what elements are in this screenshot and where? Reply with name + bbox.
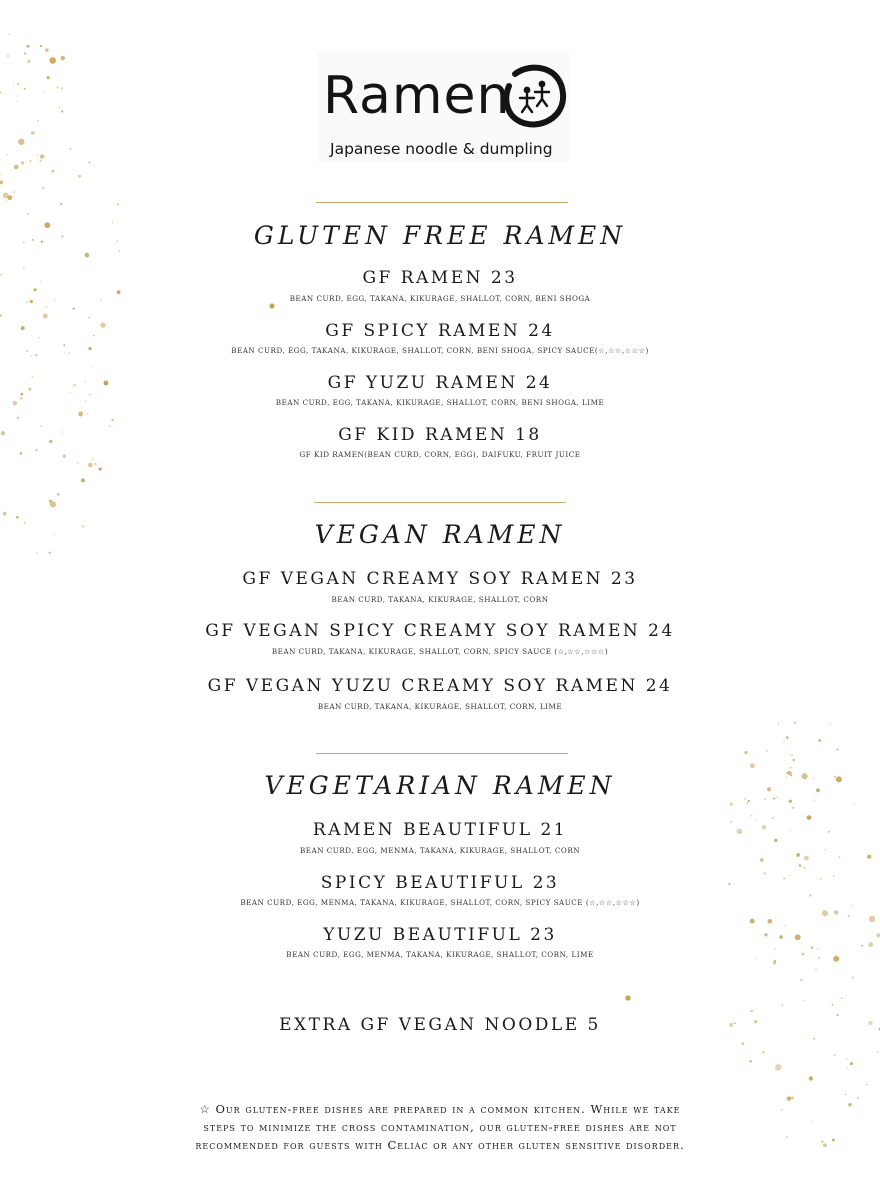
- gold-speckle: [787, 1096, 791, 1100]
- gold-speckle: [750, 763, 755, 768]
- menu-item-description: BEAN CURD, EGG, MENMA, TAKANA, KIKURAGE, SHALLOT, CORN, SPICY SAUCE (☆,☆☆,☆☆☆): [240, 898, 640, 907]
- gold-speckle: [37, 120, 39, 122]
- gold-speckle: [0, 315, 2, 317]
- gold-speckle: [813, 1038, 815, 1040]
- gold-speckle: [3, 512, 7, 516]
- gold-speckle: [27, 213, 29, 215]
- gold-speckle: [848, 1103, 852, 1107]
- gold-speckle: [24, 88, 26, 90]
- gold-speckle: [749, 1060, 752, 1063]
- section-divider: [314, 502, 566, 503]
- gold-speckle: [781, 1004, 783, 1006]
- gold-speckle: [78, 412, 83, 417]
- gold-speckle: [47, 76, 50, 79]
- gold-speckle: [50, 501, 56, 507]
- gold-speckle: [821, 1141, 823, 1143]
- gold-speckle: [768, 919, 773, 924]
- gold-speckle: [818, 739, 821, 742]
- gold-speckle: [747, 802, 748, 803]
- gold-speckle: [52, 170, 55, 173]
- gold-speckle: [49, 552, 51, 554]
- gold-speckle: [832, 1004, 834, 1006]
- gold-speckle: [850, 1062, 853, 1065]
- gold-speckle: [9, 34, 10, 35]
- gold-speckle: [99, 468, 102, 471]
- gold-speckle: [61, 87, 63, 89]
- gold-speckle: [848, 915, 850, 917]
- menu-item-description: BEAN CURD, TAKANA, KIKURAGE, SHALLOT, CORN, SPICY SAUCE (☆,☆☆,☆☆☆): [271, 647, 609, 656]
- gold-speckle: [78, 175, 81, 178]
- gold-speckle: [766, 750, 767, 751]
- gold-speckle: [61, 110, 63, 112]
- gold-speckle: [804, 867, 806, 869]
- gold-speckle: [800, 979, 802, 981]
- gold-speckle: [625, 995, 630, 1000]
- gold-speckle: [790, 767, 792, 769]
- gold-speckle: [792, 807, 794, 809]
- gold-speckle: [40, 160, 42, 162]
- gold-speckle: [17, 417, 19, 419]
- section-divider: [316, 202, 568, 203]
- gold-speckle: [57, 493, 60, 496]
- gold-speckle: [27, 45, 30, 48]
- menu-item-name: GF VEGAN CREAMY SOY RAMEN 23: [242, 569, 638, 589]
- gold-speckle: [837, 748, 839, 750]
- gold-speckle: [89, 394, 90, 395]
- gold-speckle: [744, 751, 747, 754]
- gold-speckle: [24, 52, 26, 54]
- gold-speckle: [36, 552, 37, 553]
- gold-speckle: [94, 462, 97, 465]
- gold-speckle: [21, 161, 24, 164]
- gold-speckle: [847, 1067, 848, 1068]
- gold-speckle: [13, 191, 15, 193]
- extra-noodle-item: EXTRA GF VEGAN NOODLE 5: [279, 1015, 601, 1035]
- gold-speckle: [791, 1096, 794, 1099]
- gold-speckle: [877, 1051, 879, 1053]
- gold-speckle: [811, 1121, 812, 1122]
- gold-speckle: [7, 195, 12, 200]
- menu-item-description: BEAN CURD, TAKANA, KIKURAGE, SHALLOT, CORN, LIME: [317, 702, 563, 711]
- gold-speckle: [6, 154, 7, 155]
- gold-speckle: [775, 1064, 781, 1070]
- restaurant-logo: [317, 52, 569, 162]
- gold-speckle: [832, 1139, 835, 1142]
- menu-item-name: SPICY BEAUTIFUL 23: [320, 873, 560, 893]
- gold-speckle: [866, 1084, 868, 1086]
- gold-speckle: [42, 187, 44, 189]
- logo-wordmark: Ramen: [323, 66, 511, 126]
- menu-item-description: BEAN CURD, EGG, MENMA, TAKANA, KIKURAGE, SHALLOT, CORN, LIME: [286, 950, 594, 959]
- gold-speckle: [823, 1143, 827, 1147]
- gold-speckle: [70, 148, 72, 150]
- gold-speckle: [750, 1010, 752, 1012]
- gold-speckle: [43, 313, 48, 318]
- gold-speckle: [793, 759, 795, 761]
- logo-tagline: Japanese noodle & dumpling: [330, 140, 553, 158]
- gold-speckle: [794, 721, 796, 723]
- gold-speckle: [773, 961, 776, 964]
- gold-speckle: [751, 815, 752, 816]
- gold-speckle: [16, 101, 17, 102]
- menu-item-description: BEAN CURD, EGG, TAKANA, KIKURAGE, SHALLOT, CORN, BENI SHOGA, LIME: [275, 398, 605, 407]
- gold-speckle: [77, 462, 79, 464]
- gold-speckle: [869, 916, 876, 923]
- gold-speckle: [809, 1076, 813, 1080]
- gold-speckle: [91, 366, 92, 367]
- gold-speckle: [0, 92, 1, 93]
- disclaimer-line: steps to minimize the cross contamination, our gluten-free dishes are not: [203, 1120, 677, 1134]
- gold-speckle: [61, 56, 65, 60]
- gold-speckle: [786, 736, 789, 739]
- gold-speckle: [778, 723, 779, 724]
- gold-speckle: [760, 858, 764, 862]
- gold-speckle: [0, 180, 3, 184]
- gold-speckle: [742, 1042, 745, 1045]
- gold-speckle: [89, 161, 91, 163]
- gold-speckle: [59, 107, 60, 108]
- gold-speckle: [43, 91, 44, 92]
- menu-item-name: GF VEGAN SPICY CREAMY SOY RAMEN 24: [205, 621, 675, 641]
- menu-item-name: YUZU BEAUTIFUL 23: [323, 925, 557, 945]
- gold-speckle: [752, 1010, 753, 1011]
- gold-speckle: [14, 165, 19, 170]
- menu-item-name: GF RAMEN 23: [362, 268, 518, 288]
- gluten-disclaimer: [100, 1100, 780, 1154]
- gold-speckle: [60, 203, 62, 205]
- gold-speckle: [762, 1051, 764, 1053]
- disclaimer-line: ☆ Our gluten-free dishes are prepared in a common kitchen. While we take: [199, 1102, 681, 1116]
- gold-speckle: [750, 919, 755, 924]
- gold-speckle: [791, 754, 793, 756]
- gold-speckle: [830, 723, 831, 724]
- gold-speckle: [833, 1054, 835, 1056]
- gold-speckle: [17, 83, 19, 85]
- gold-speckle: [822, 910, 828, 916]
- disclaimer-line: recommended for guests with Celiac or any other gluten sensitive disorder.: [195, 1138, 685, 1152]
- gold-speckle: [111, 419, 113, 421]
- gold-speckle: [88, 317, 89, 318]
- menu-item-name: GF KID RAMEN 18: [338, 425, 542, 445]
- gold-speckle: [834, 910, 839, 915]
- gold-speckle: [73, 308, 75, 310]
- menu-item-description: BEAN CURD, EGG, TAKANA, KIKURAGE, SHALLOT, CORN, BENI SHOGA: [289, 294, 591, 303]
- gold-speckle: [56, 86, 58, 88]
- menu-item-description: BEAN CURD, EGG, TAKANA, KIKURAGE, SHALLOT, CORN, BENI SHOGA, SPICY SAUCE(☆,☆☆,☆☆☆): [231, 346, 649, 355]
- section-title-vegan: VEGAN RAMEN: [314, 520, 566, 549]
- menu-item-name: GF SPICY RAMEN 24: [325, 321, 555, 341]
- gold-speckle: [45, 306, 47, 308]
- gold-speckle: [845, 1094, 846, 1095]
- gold-speckle: [857, 1097, 859, 1099]
- enso-circle-icon: [503, 60, 567, 130]
- section-title-gluten-free: GLUTEN FREE RAMEN: [253, 221, 627, 250]
- gold-speckle: [31, 131, 35, 135]
- gold-speckle: [783, 741, 784, 742]
- gold-speckle: [29, 160, 31, 162]
- gold-speckle: [5, 199, 6, 200]
- gold-speckle: [45, 48, 49, 52]
- gold-speckle: [37, 154, 38, 155]
- gold-speckle: [40, 45, 42, 47]
- gold-speckle: [803, 1000, 804, 1001]
- menu-item-name: GF VEGAN YUZU CREAMY SOY RAMEN 24: [207, 676, 673, 696]
- gold-speckle: [88, 463, 93, 468]
- menu-item-description: BEAN CURD, TAKANA, KIKURAGE, SHALLOT, CORN: [331, 595, 549, 604]
- menu-item-description: BEAN CURD, EGG, MENMA, TAKANA, KIKURAGE, SHALLOT, CORN: [299, 846, 581, 855]
- menu-item-name: RAMEN BEAUTIFUL 21: [312, 820, 568, 840]
- gold-speckle: [85, 253, 90, 258]
- gold-speckle: [7, 55, 8, 56]
- gold-speckle: [841, 998, 842, 999]
- section-title-vegetarian: VEGETARIAN RAMEN: [264, 771, 616, 800]
- gold-speckle: [730, 803, 733, 806]
- section-divider: [316, 753, 568, 754]
- gold-speckle: [786, 1136, 788, 1138]
- gold-speckle: [117, 204, 119, 206]
- menu-item-name: GF YUZU RAMEN 24: [327, 373, 553, 393]
- gold-speckle: [49, 57, 56, 64]
- gold-speckle: [81, 478, 85, 482]
- gold-speckle: [18, 139, 24, 145]
- gold-speckle: [27, 60, 30, 63]
- gold-speckle: [781, 1109, 783, 1111]
- menu-item-description: GF KID RAMEN(BEAN CURD, CORN, EGG), DAIFUKU, FRUIT JUICE: [299, 450, 581, 459]
- gold-speckle: [853, 803, 854, 804]
- gold-speckle: [0, 174, 1, 175]
- gold-speckle: [815, 969, 816, 970]
- gold-speckle: [846, 1058, 847, 1059]
- gold-speckle: [799, 864, 801, 866]
- gold-speckle: [852, 977, 854, 979]
- gold-speckle: [13, 84, 14, 85]
- gold-speckle: [87, 413, 88, 414]
- gold-speckle: [40, 154, 44, 158]
